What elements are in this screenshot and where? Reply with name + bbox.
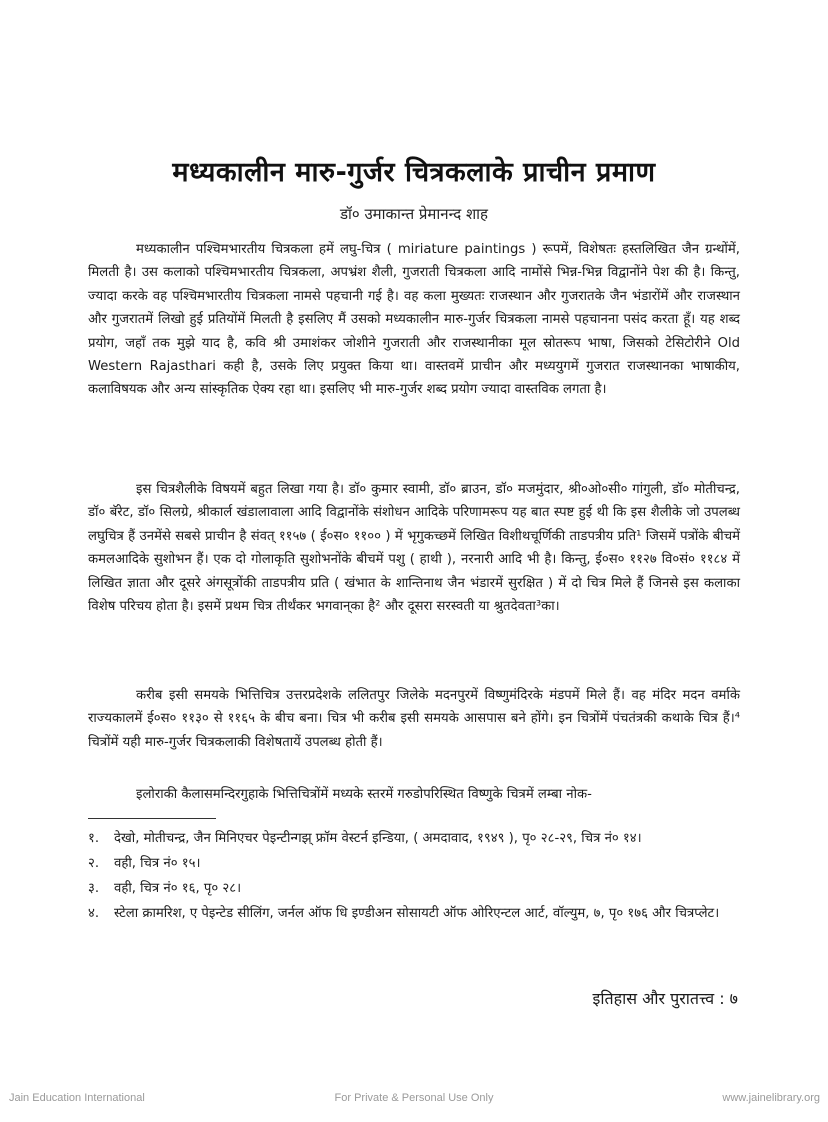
footnote-item xyxy=(88,826,740,851)
footnote-item xyxy=(88,876,740,901)
footnote-item xyxy=(88,901,740,926)
footnote-number: १. xyxy=(88,831,100,846)
footnote-item xyxy=(88,851,740,876)
paragraph-3-block xyxy=(88,684,740,754)
running-footer: इतिहास और पुरातत्त्व : ७ xyxy=(592,989,738,1008)
footnotes xyxy=(88,826,740,926)
footnote-number: ३. xyxy=(88,881,100,896)
paragraph: करीब इसी समयके भित्तिचित्र उत्तरप्रदेशके ललितपुर जिलेके मदनपुरमें विष्णुमंदिरके मंडपमें मिले हैं। वह मंदिर मदन वर्माके राज्यकालमें ई०स० ११३० से ११६५ के बीच बना। चित्र भी करीब इसी समयके आसपास बने होंगे। इन चित्रोंमें पंचतंत्रकी कथाके चित्र हैं।⁴ चित्रोंमें यही मारु-गुर्जर चित्रकलाकी विशेषतायें उपलब्ध होती हैं। xyxy=(88,688,740,750)
paragraph-4-block xyxy=(88,783,740,806)
footnote-number: २. xyxy=(88,856,100,871)
footnote-text: देखो, मोतीचन्द्र, जैन मिनिएचर पेइन्टीन्गझ् फ्रॉम वेस्टर्न इन्डिया, ( अमदावाद, १९४९ ), पृ० २८-२९, चित्र नं० १४। xyxy=(114,831,642,846)
paragraph: इलोराकी कैलासमन्दिरगुहाके भित्तिचित्रोंमें मध्यके स्तरमें गरुडोपरिस्थित विष्णुके चित्रमें लम्बा नोक- xyxy=(136,787,592,802)
article-title: मध्यकालीन मारु-गुर्जर चित्रकलाके प्राचीन प्रमाण xyxy=(172,157,656,188)
paragraph: इस चित्रशैलीके विषयमें बहुत लिखा गया है। डॉ० कुमार स्वामी, डॉ० ब्राउन, डॉ० मजमुंदार, श्री०ओ०सी० गांगुली, डॉ० मोतीचन्द्र, डॉ० बॅरेट, डॉ० सिलग्रे, श्रीकार्ल खंडालावाला आदि विद्वानोंके संशोधन आदिके परिणामरूप यह बात स्पष्ट हुई थी कि इस शैलीके जो उपलब्ध लघुचित्र हैं उनमेंसे सबसे प्राचीन है संवत् ११५७ ( ई०स० ११०० ) में भृगुकच्छमें लिखित विशीथचूर्णिकी ताडपत्रीय प्रति¹ जिसमें पत्रोंके बीचमें कमलआदिके सुशोभन हैं। एक दो गोलाकृति सुशोभनोंके बीचमें पशु ( हाथी ), नरनारी आदि भी है। किन्तु, ई०स० ११२७ वि०सं० ११८४ में लिखित ज्ञाता और दूसरे अंगसूत्रोंकी ताडपत्रीय प्रति ( खंभात के शान्तिनाथ जैन भंडारमें सुरक्षित ) में दो चित्र मिले हैं जिनसे इस कलाका विशेष परिचय होता है। इसमें प्रथम चित्र तीर्थंकर भगवान्‌का है² और दूसरा सरस्वती या श्रुतदेवता³का। xyxy=(88,482,740,615)
paragraph-1-block xyxy=(88,238,740,402)
paragraph-2-block xyxy=(88,478,740,618)
footnote-number: ४. xyxy=(88,906,100,921)
usage-notice: For Private & Personal Use Only xyxy=(334,1092,494,1104)
publisher-label: Jain Education International xyxy=(9,1092,145,1104)
website-link[interactable]: www.jainelibrary.org xyxy=(722,1092,820,1104)
site-footer xyxy=(0,1092,828,1112)
footnote-divider xyxy=(88,818,216,819)
paragraph: मध्यकालीन पश्चिमभारतीय चित्रकला हमें लघु-चित्र ( miriature paintings ) रूपमें, विशेषतः हस्तलिखित जैन ग्रन्थोंमें, मिलती है। उस कलाको पश्चिमभारतीय चित्रकला, अपभ्रंश शैली, गुजराती चित्रकला आदि नामोंसे भिन्न-भिन्न विद्वानोंने पेश की है। किन्तु, ज्यादा करके वह पश्चिमभारतीय चित्रकला नामसे पहचानी गई है। वह कला मुख्यतः राजस्थान और गुजरातके जैन भंडारोंमें और राजस्थान और गुजरातमें लिखो हुई प्रतियोंमें मिलती है इसलिए मैं उसको मध्यकालीन मारु-गुर्जर चित्रकला नामसे पहचानना पसंद करता हूँ। यह शब्द प्रयोग, जहाँ तक मुझे याद है, कवि श्री उमाशंकर जोशीने गुजराती और राजस्थानीका मूल स्रोतरूप भाषा, जिसको टेसिटोरीने Old Western Rajasthari कही है, उसके लिए प्रयुक्त किया था। वास्तवमें प्राचीन और मध्ययुगमें गुजरात राजस्थानका भाषाकीय, कलाविषयक और अन्य सांस्कृतिक ऐक्य रहा था। इसलिए भी मारु-गुर्जर शब्द प्रयोग ज्यादा वास्तविक लगता है। xyxy=(88,242,740,398)
article-author: डॉ० उमाकान्त प्रेमानन्द शाह xyxy=(339,205,489,223)
footnote-text: वही, चित्र नं० १५। xyxy=(114,856,201,871)
footnote-text: स्टेला क्रामरिश, ए पेइन्टेड सीलिंग, जर्नल ऑफ धि इण्डीअन सोसायटी ऑफ ओरिएन्टल आर्ट, वॉल्युम, ७, पृ० १७६ और चित्रप्लेट। xyxy=(114,906,720,921)
footnote-text: वही, चित्र नं० १६, पृ० २८। xyxy=(114,881,242,896)
